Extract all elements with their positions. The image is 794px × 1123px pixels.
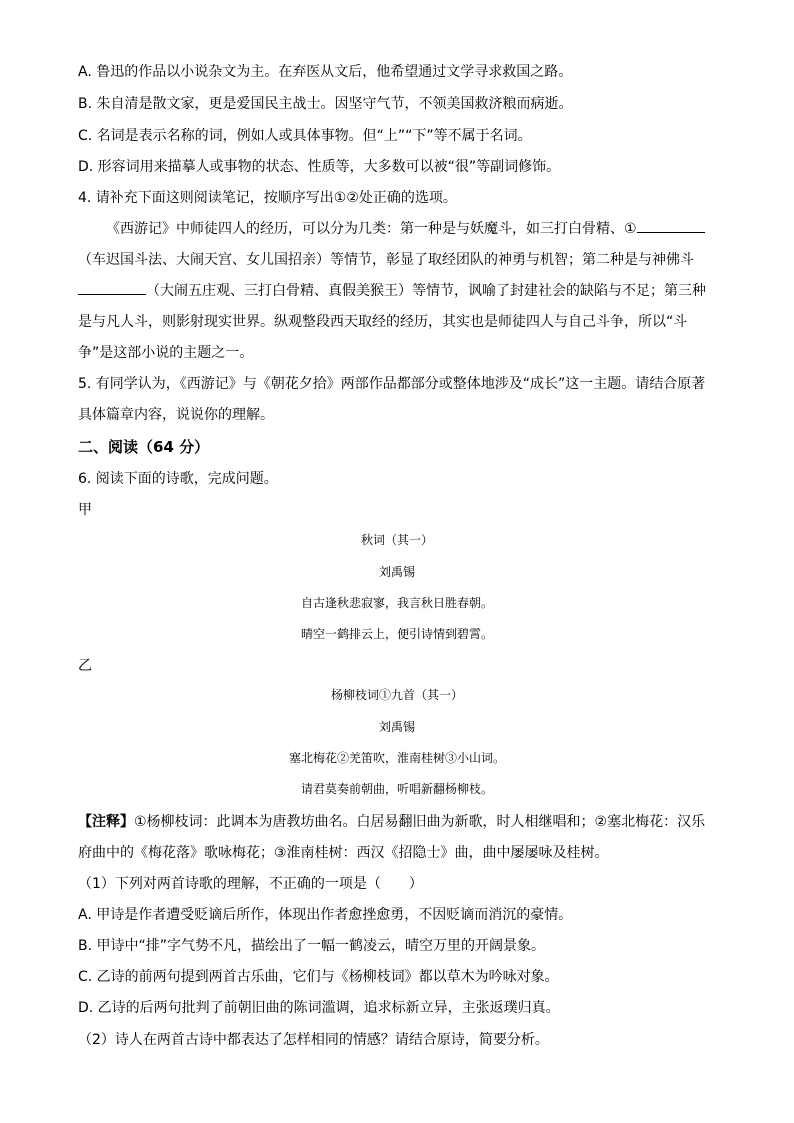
notes-text-1: ①杨柳枝词：此调本为唐教坊曲名。白居易翻旧曲为新歌，时人相继唱和；②塞北梅花：汉乐	[134, 814, 706, 830]
answer-blank-2	[78, 282, 146, 295]
poem-2-line-1: 塞北梅花②羌笛吹，淮南桂树③小山词。	[288, 751, 505, 765]
question-4-stem: 4. 请补充下面这则阅读笔记，按顺序写出①②处正确的选项。	[78, 190, 457, 206]
q4-paragraph-line-3	[78, 281, 706, 301]
poem-1-line-2: 晴空一鹤排云上，便引诗情到碧霄。	[300, 627, 493, 641]
notes-label: 【注释】	[78, 814, 134, 830]
poem-1-title: 秋词（其一）	[360, 533, 433, 547]
poem-2-marker: 乙	[78, 658, 92, 674]
q4-paragraph-line-1	[106, 219, 705, 239]
q4-text-1: 《西游记》中师徒四人的经历，可以分为几类：第一种是与妖魔斗，如三打白骨精、①	[106, 221, 637, 237]
sub-question-1-option-c: C. 乙诗的前两句提到两首古乐曲，它们与《杨柳枝词》都以草木为吟咏对象。	[78, 969, 559, 985]
sub-question-1-option-d: D. 乙诗的后两句批判了前朝旧曲的陈词滥调，追求标新立异，主张返璞归真。	[78, 1000, 560, 1016]
notes-line-1	[78, 812, 705, 832]
sub-question-1-option-b: B. 甲诗中“排”字气势不凡，描绘出了一幅一鹤凌云，晴空万里的开阔景象。	[78, 938, 546, 954]
question-5-line-2: 具体篇章内容，说说你的理解。	[78, 407, 274, 423]
poem-1-author: 刘禹锡	[378, 565, 415, 579]
answer-blank-1	[637, 220, 705, 233]
notes-line-2: 府曲中的《梅花落》歌咏梅花；③淮南桂树：西汉《招隐士》曲，曲中屡屡咏及桂树。	[78, 845, 609, 861]
section-title: 二、阅读（64 分）	[78, 438, 210, 456]
poem-2-line-2: 请君莫奏前朝曲，听唱新翻杨柳枝。	[300, 782, 493, 796]
option-c: C. 名词是表示名称的词，例如人或具体事物。但“上”“下”等不属于名词。	[78, 128, 532, 144]
q4-paragraph-line-2: （车迟国斗法、大闹天宫、女儿国招亲）等情节，彰显了取经团队的神勇与机智；第二种是与神佛斗	[78, 252, 694, 268]
poem-2-title: 杨柳枝词①九首（其一）	[330, 688, 463, 702]
option-b: B. 朱自清是散文家，更是爱国民主战士。因坚守气节，不领美国救济粮而病逝。	[78, 96, 573, 112]
poem-1-marker: 甲	[78, 502, 92, 518]
question-5-line-1: 5. 有同学认为，《西游记》与《朝花夕拾》两部作品都部分或整体地涉及“成长”这一主题。请结合原著	[78, 376, 706, 392]
question-6-stem: 6. 阅读下面的诗歌，完成问题。	[78, 471, 278, 487]
option-a: A. 鲁迅的作品以小说杂文为主。在弃医从文后，他希望通过文学寻求救国之路。	[78, 64, 573, 80]
poem-1-line-1: 自古逢秋悲寂寥，我言秋日胜春朝。	[300, 596, 493, 610]
q4-text-3: （大闹五庄观、三打白骨精、真假美猴王）等情节，讽喻了封建社会的缺陷与不足；第三种	[146, 283, 706, 299]
poem-2-author: 刘禹锡	[378, 720, 415, 734]
option-d: D. 形容词用来描摹人或事物的状态、性质等，大多数可以被“很”等副词修饰。	[78, 159, 561, 175]
q4-paragraph-line-4: 是与凡人斗，则影射现实世界。纵观整段西天取经的经历，其实也是师徒四人与自己斗争，所以“斗	[78, 314, 688, 330]
sub-question-1-stem: （1）下列对两首诗歌的理解，不正确的一项是（ ）	[78, 876, 423, 892]
sub-question-1-option-a: A. 甲诗是作者遭受贬谪后所作，体现出作者愈挫愈勇，不因贬谪而消沉的豪情。	[78, 907, 573, 923]
sub-question-2: （2）诗人在两首古诗中都表达了怎样相同的情感？请结合原诗，简要分析。	[78, 1032, 549, 1048]
q4-paragraph-line-5: 争”是这部小说的主题之一。	[78, 345, 254, 361]
